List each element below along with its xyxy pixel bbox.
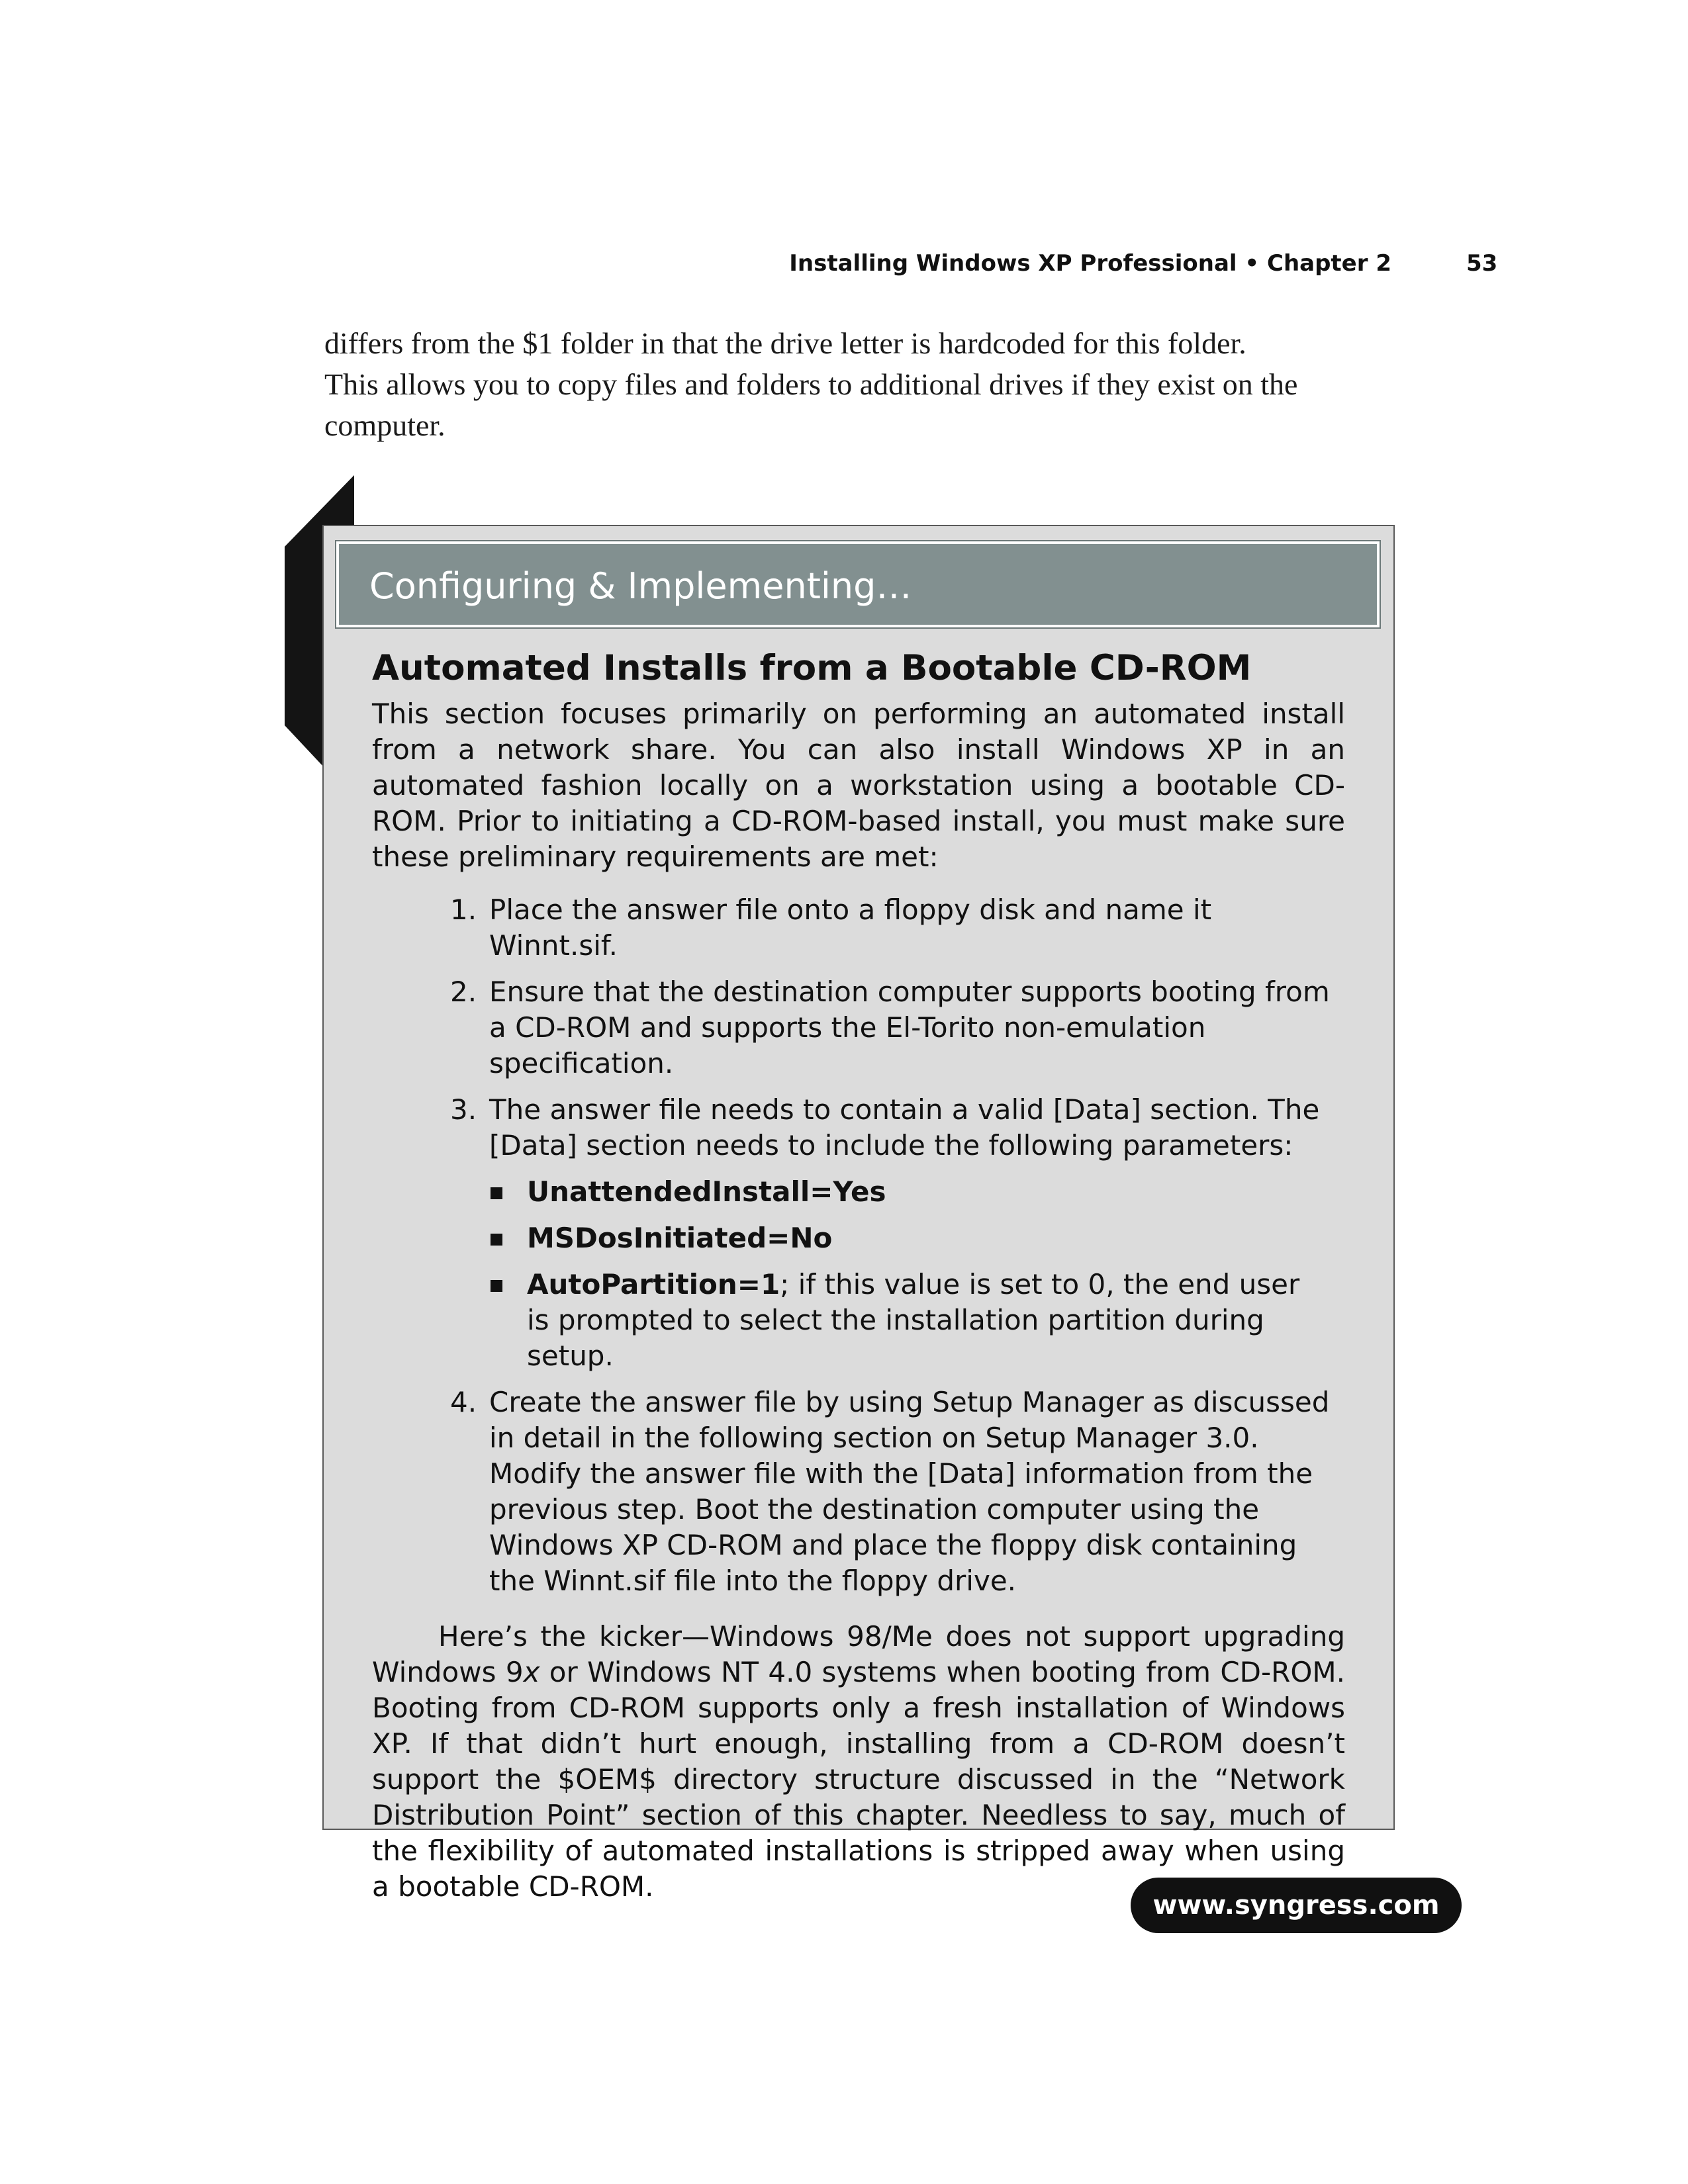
square-bullet-icon [491,1187,502,1199]
step-text: Ensure that the destination computer supports booting from a CD-ROM and supports the El-Torito non-emulation specification. [489,976,1330,1079]
intro-line: differs from the $1 folder in that the drive letter is hardcoded for this folder. [324,326,1246,360]
header-title: Installing Windows XP Professional • Chapter 2 [789,250,1391,277]
list-item [489,1174,1330,1210]
sidebar-banner [336,541,1380,627]
paragraph-italic: x [523,1656,540,1688]
parameter-note: ; if this value is set to 0, the end user is prompted to select the installation partition during setup. [527,1268,1300,1372]
paragraph-text: or Windows NT 4.0 systems when booting from CD-ROM. Booting from CD-ROM supports only a fresh installation of Windows XP. If that didn’t hurt enough, installing from a CD-ROM doesn’t support the $OEM$ directory structure discussed in the “Network Distribution Point” section of this chapter. Needless to say, much of the flexibility of automated installations is stripped away when using a bootable CD-ROM. [372,1656,1346,1903]
sidebar-banner-label: Configuring & Implementing… [369,565,912,607]
list-item [372,974,1330,1081]
square-bullet-icon [491,1234,502,1246]
parameter-list [489,1174,1330,1374]
steps-list [372,892,1345,1599]
parameter-key: MSDosInitiated=No [527,1222,833,1254]
intro-paragraph [324,323,1370,446]
step-text: Place the answer file onto a floppy disk and name it Winnt.sif. [489,893,1212,962]
list-item [372,892,1330,964]
square-bullet-icon [491,1280,502,1292]
step-text: The answer file needs to contain a valid [Data] section. The [Data] section needs to include the following parameters: [489,1093,1320,1161]
sidebar-content [372,642,1345,1905]
step-number: 4. [450,1386,477,1418]
sidebar-paragraph [372,1619,1345,1905]
intro-line: computer. [324,408,445,442]
sidebar-paragraph: This section focuses primarily on performing an automated install from a network share. You can also install Windows XP in an automated fashion locally on a workstation using a bootable CD-ROM. Prior to initiating a CD-ROM-based install, you must make sure these preliminary requirements are met: [372,698,1345,873]
list-item [372,1092,1330,1374]
sidebar-title: Automated Installs from a Bootable CD-ROM [372,648,1252,688]
list-item [489,1220,1330,1256]
running-header [0,250,1688,283]
step-number: 3. [450,1093,477,1126]
step-text: Create the answer file by using Setup Manager as discussed in detail in the following section on Setup Manager 3.0. Modify the answer file with the [Data] information from the previous step. Boot the destination computer using the Windows XP CD-ROM and place the floppy disk containing the Winnt.sif file into the floppy drive. [489,1386,1330,1597]
parameter-key: UnattendedInstall=Yes [527,1175,886,1208]
parameter-key: AutoPartition=1 [527,1268,780,1300]
step-number: 1. [450,893,477,926]
list-item [489,1267,1330,1374]
website-link[interactable]: www.syngress.com [1131,1878,1462,1933]
page-number: 53 [1466,250,1498,277]
intro-line: This allows you to copy files and folders to additional drives if they exist on the [324,367,1298,401]
paragraph-text: Here’s the kicker—Windows 98/Me does not support upgrading Windows 9 [372,1620,1345,1688]
list-item [372,1385,1330,1599]
step-number: 2. [450,976,477,1008]
